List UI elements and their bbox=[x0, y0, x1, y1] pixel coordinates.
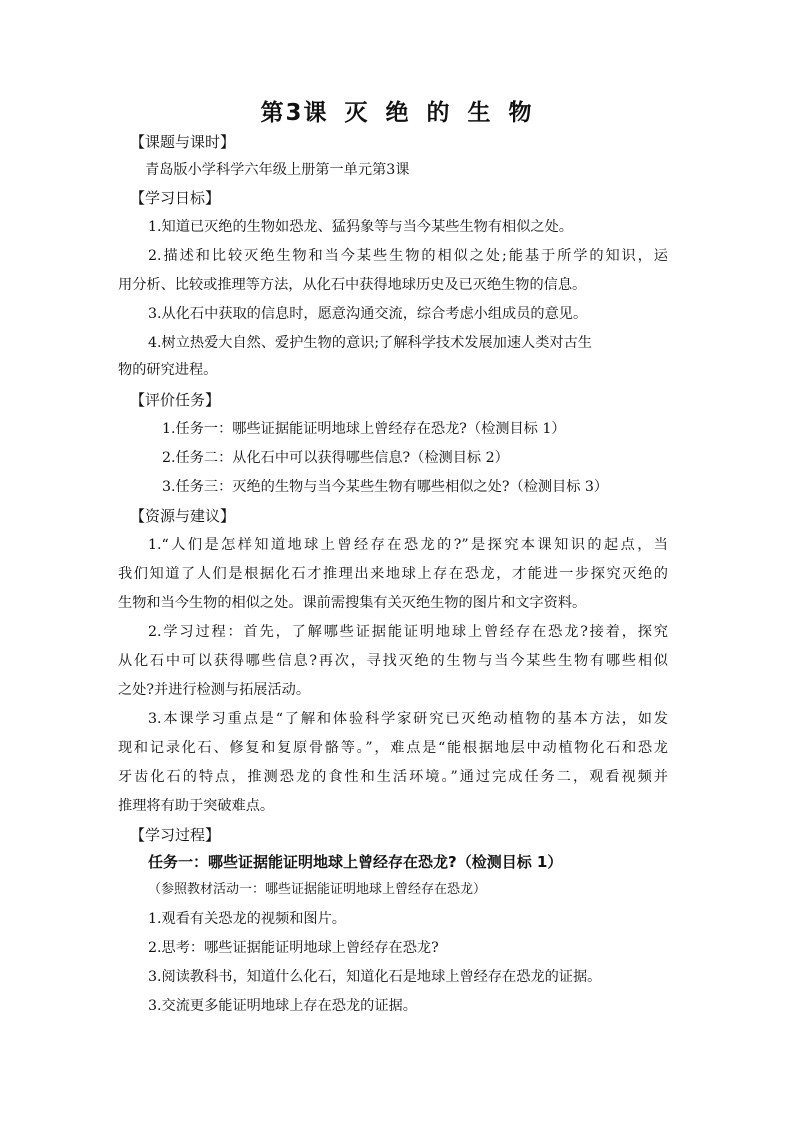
goal-item-continuation: 物的研究进程。 bbox=[118, 362, 218, 378]
process-step: 1.观看有关恐龙的视频和图片。 bbox=[148, 911, 346, 927]
resource-item-continuation: 现和记录化石、修复和复原骨骼等。”，难点是“能根据地层中动植物化石和恐龙 bbox=[118, 740, 668, 756]
process-step: 3.阅读教科书，知道什么化石，知道化石是地球上曾经存在恐龙的证据。 bbox=[148, 969, 602, 985]
page-title: 第3课 灭 绝 的 生 物 bbox=[260, 100, 534, 126]
section-heading-tasks: 【评价任务】 bbox=[130, 391, 221, 409]
process-step: 2.思考：哪些证据能证明地球上曾经存在恐龙? bbox=[148, 940, 439, 956]
goal-item: 3.从化石中获取的信息时，愿意沟通交流，综合考虑小组成员的意见。 bbox=[148, 306, 588, 322]
resource-item-continuation: 之处?并进行检测与拓展活动。 bbox=[118, 682, 311, 698]
resource-item: 3.本课学习重点是“了解和体验科学家研究已灭绝动植物的基本方法，如发 bbox=[148, 711, 668, 727]
resource-item-continuation: 生物和当今生物的相似之处。课前需搜集有关灭绝生物的图片和文字资料。 bbox=[118, 595, 587, 611]
resource-item-continuation: 推理将有助于突破难点。 bbox=[118, 798, 275, 814]
goal-item-continuation: 用分析、比较或推理等方法，从化石中获得地球历史及已灭绝生物的信息。 bbox=[118, 277, 587, 293]
task-item: 1.任务一：哪些证据能证明地球上曾经存在恐龙?（检测目标 1） bbox=[162, 421, 566, 437]
resource-item: 2.学习过程：首先，了解哪些证据能证明地球上曾经存在恐龙?接着，探究 bbox=[148, 624, 668, 640]
course-text: 青岛版小学科学六年级上册第一单元第3课 bbox=[145, 162, 410, 178]
section-heading-course: 【课题与课时】 bbox=[130, 133, 236, 151]
resource-item-continuation: 我们知道了人们是根据化石才推理出来地球上存在恐龙，才能进一步探究灭绝的 bbox=[118, 566, 668, 582]
section-heading-goals: 【学习日标】 bbox=[130, 189, 221, 207]
goal-item: 1.知道已灭绝的生物如恐龙、猛犸象等与当今某些生物有相似之处。 bbox=[148, 219, 573, 235]
resource-item-continuation: 牙齿化石的特点，推测恐龙的食性和生活环境。”通过完成任务二，观看视频并 bbox=[118, 769, 668, 785]
goal-item: 4.树立热爱大自然、爱护生物的意识;了解科学技术发展加速人类对古生 bbox=[148, 335, 592, 351]
task-item: 2.任务二：从化石中可以获得哪些信息?（检测目标 2） bbox=[162, 450, 509, 466]
process-task-title: 任务一：哪些证据能证明地球上曾经存在恐龙?（检测目标 1） bbox=[148, 853, 563, 871]
resource-item: 1.“人们是怎样知道地球上曾经存在恐龙的?”是探究本课知识的起点，当 bbox=[148, 537, 668, 553]
resource-item-continuation: 从化石中可以获得哪些信息?再次，寻找灭绝的生物与当今某些生物有哪些相似 bbox=[118, 653, 668, 669]
goal-item: 2.描述和比较灭绝生物和当今某些生物的相似之处;能基于所学的知识，运 bbox=[148, 248, 668, 264]
section-heading-resources: 【资源与建议】 bbox=[130, 507, 236, 525]
section-heading-process: 【学习过程】 bbox=[130, 826, 221, 844]
process-reference: （参照教材活动一：哪些证据能证明地球上曾经存在恐龙） bbox=[148, 882, 487, 897]
task-item: 3.任务三：灭绝的生物与当今某些生物有哪些相似之处?（检测目标 3） bbox=[162, 479, 609, 495]
process-step: 3.交流更多能证明地球上存在恐龙的证据。 bbox=[148, 998, 417, 1014]
